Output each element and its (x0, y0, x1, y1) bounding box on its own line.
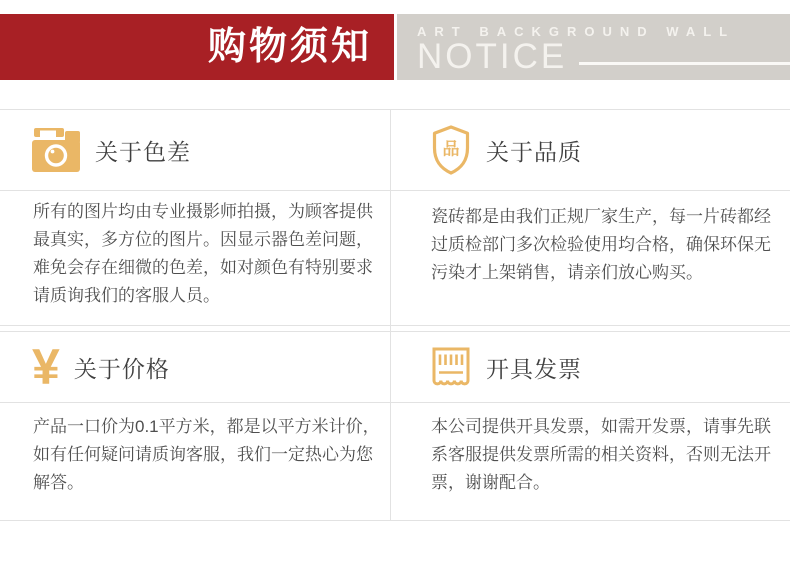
card-body: 产品一口价为0.1平方米，都是以平方米计价，如有任何疑问请质询客服，我们一定热心为您解答。 (33, 417, 380, 492)
camera-icon (32, 128, 80, 172)
banner-notice-row (417, 39, 790, 76)
card-title: 关于色差 (95, 138, 191, 165)
card-header (0, 110, 390, 191)
info-card-quality (391, 110, 790, 325)
card-header (0, 332, 390, 403)
banner-tagline: ART BACKGROUND WALL (417, 24, 736, 39)
info-card-price (0, 332, 390, 520)
banner-rule (579, 62, 790, 65)
invoice-icon (431, 346, 471, 388)
card-title: 关于品质 (486, 138, 582, 165)
info-card-color-difference (0, 110, 390, 325)
yen-icon: ¥ (32, 338, 60, 395)
shield-icon (431, 125, 471, 175)
card-header (391, 332, 790, 403)
banner-subtitle-block (397, 14, 790, 80)
info-grid (0, 109, 790, 521)
banner-notice: NOTICE (417, 37, 568, 77)
banner-title: 购物须知 (207, 26, 372, 68)
card-title: 关于价格 (73, 355, 170, 382)
info-card-invoice (391, 332, 790, 520)
card-body: 所有的图片均由专业摄影师拍摄，为顾客提供最真实，多方位的图片。因显示器色差问题，难免会存在细微的色差，如对颜色有特别要求请质询我们的客服人员。 (33, 202, 373, 305)
card-body: 瓷砖都是由我们正规厂家生产，每一片砖都经过质检部门多次检验使用均合格，确保环保无污染才上架销售，请亲们放心购买。 (431, 207, 771, 282)
grid-line-bottom (0, 520, 790, 521)
card-body: 本公司提供开具发票，如需开发票，请事先联系客服提供发票所需的相关资料，否则无法开票，谢谢配合。 (431, 417, 771, 492)
shield-glyph: 品 (442, 139, 460, 159)
banner-title-block (0, 14, 394, 80)
grid-line-row1-bottom (0, 325, 790, 326)
card-header (391, 110, 790, 191)
card-title: 开具发票 (486, 355, 582, 382)
